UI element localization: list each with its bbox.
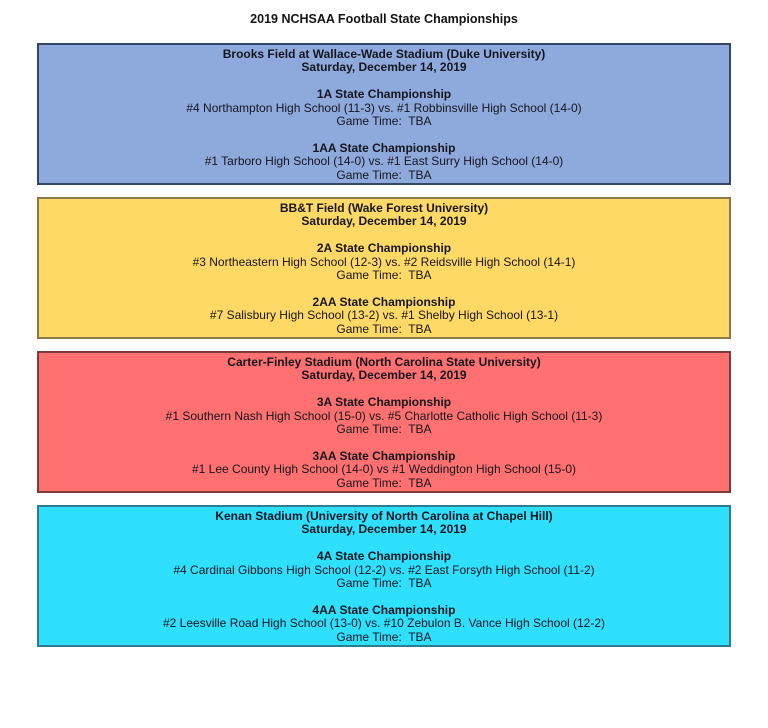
matchup: #7 Salisbury High School (13-2) vs. #1 Shelby High School (13-1)	[209, 308, 559, 323]
spacer	[39, 128, 729, 141]
matchup: #1 Southern Nash High School (15-0) vs. #5 Charlotte Catholic High School (11-3)	[165, 408, 603, 423]
venue-date: Saturday, December 14, 2019	[301, 214, 467, 229]
game-time: Game Time: TBA	[336, 629, 432, 644]
venue-date: Saturday, December 14, 2019	[301, 522, 467, 537]
venue-card	[37, 351, 731, 493]
venue-name: Carter-Finley Stadium (North Carolina State University)	[227, 355, 541, 369]
venue-date: Saturday, December 14, 2019	[301, 368, 467, 383]
venue-name: Brooks Field at Wallace-Wade Stadium (Duke University)	[222, 47, 546, 61]
championship-title: 1A State Championship	[316, 87, 452, 102]
matchup: #2 Leesville Road High School (13-0) vs. #10 Zebulon B. Vance High School (12-2)	[162, 616, 606, 631]
championship-title: 2A State Championship	[316, 241, 452, 256]
matchup: #4 Cardinal Gibbons High School (12-2) vs. #2 East Forsyth High School (11-2)	[173, 562, 595, 577]
venue-name: BB&T Field (Wake Forest University)	[279, 201, 489, 215]
game-time: Game Time: TBA	[336, 321, 432, 336]
spacer	[39, 75, 729, 88]
matchup: #1 Tarboro High School (14-0) vs. #1 East Surry High School (14-0)	[204, 154, 564, 169]
game-time: Game Time: TBA	[336, 268, 432, 283]
venue-date: Saturday, December 14, 2019	[301, 60, 467, 75]
game-time: Game Time: TBA	[336, 422, 432, 437]
venue-name: Kenan Stadium (University of North Carolina at Chapel Hill)	[215, 509, 553, 523]
page-title: 2019 NCHSAA Football State Championships	[250, 12, 518, 26]
spacer	[39, 282, 729, 295]
matchup: #4 Northampton High School (11-3) vs. #1 Robbinsville High School (14-0)	[186, 100, 582, 115]
spacer	[39, 537, 729, 550]
matchup: #3 Northeastern High School (12-3) vs. #2 Reidsville High School (14-1)	[192, 254, 576, 269]
game-time: Game Time: TBA	[336, 576, 432, 591]
spacer	[39, 229, 729, 242]
matchup: #1 Lee County High School (14-0) vs #1 Weddington High School (15-0)	[192, 462, 576, 477]
championship-title: 4AA State Championship	[312, 602, 456, 617]
championship-title: 4A State Championship	[316, 549, 452, 564]
venue-card	[37, 505, 731, 647]
venue-list	[37, 43, 731, 647]
championship-title: 3A State Championship	[316, 395, 452, 410]
game-time: Game Time: TBA	[336, 167, 432, 182]
championship-title: 3AA State Championship	[312, 448, 456, 463]
spacer	[39, 590, 729, 603]
championship-title: 2AA State Championship	[312, 294, 456, 309]
venue-card	[37, 197, 731, 339]
game-time: Game Time: TBA	[336, 475, 432, 490]
championship-title: 1AA State Championship	[312, 140, 456, 155]
venue-card	[37, 43, 731, 185]
game-time: Game Time: TBA	[336, 114, 432, 129]
spacer	[39, 383, 729, 396]
spacer	[39, 436, 729, 449]
